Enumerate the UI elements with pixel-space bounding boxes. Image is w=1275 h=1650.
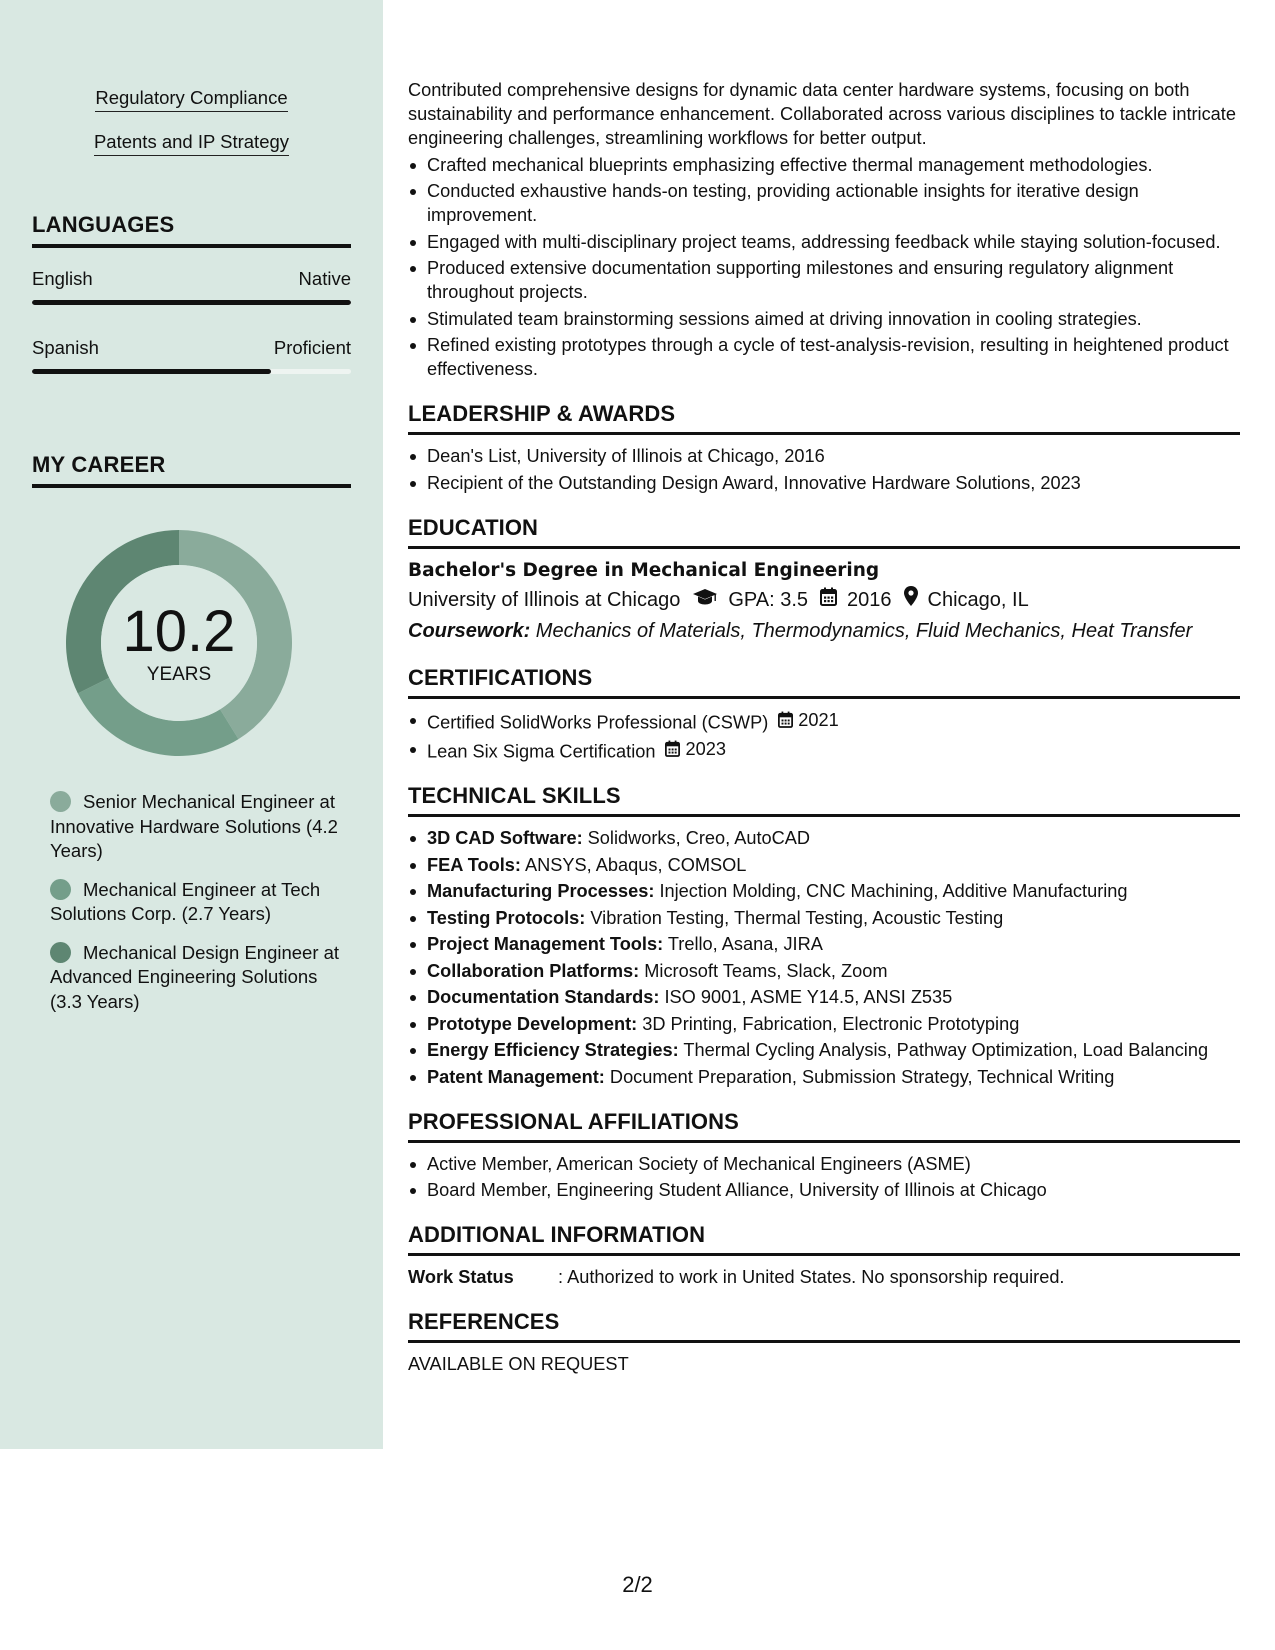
section-heading-additional-info: ADDITIONAL INFORMATION [408, 1222, 1240, 1256]
language-name: English [32, 268, 93, 289]
skill-value: Thermal Cycling Analysis, Pathway Optimization, Load Balancing [678, 1040, 1209, 1060]
career-legend-item [50, 941, 340, 1015]
language-name: Spanish [32, 337, 99, 358]
skill-tag: Patents and IP Strategy [94, 130, 289, 156]
school-location: Chicago, IL [927, 588, 1029, 611]
career-legend-item [50, 878, 340, 927]
list-item: Produced extensive documentation supporting milestones and ensuring regulatory alignment throughout projects. [408, 256, 1240, 304]
skill-tag: Regulatory Compliance [95, 86, 287, 112]
list-item: Crafted mechanical blueprints emphasizing effective thermal management methodologies. [408, 153, 1240, 177]
section-heading-references: REFERENCES [408, 1309, 1240, 1343]
list-item [408, 1065, 1240, 1089]
calendar-icon [820, 586, 837, 614]
list-item: Stimulated team brainstorming sessions aimed at driving innovation in cooling strategies. [408, 307, 1240, 331]
calendar-icon [778, 711, 793, 728]
sidebar-skill-list [0, 86, 383, 174]
coursework-label: Coursework: [408, 619, 531, 642]
work-status-row [408, 1265, 1240, 1289]
career-legend-label: Mechanical Design Engineer at Advanced Engineering Solutions (3.3 Years) [50, 941, 340, 1012]
section-heading-certifications: CERTIFICATIONS [408, 665, 1240, 699]
page-number: 2/2 [622, 1572, 653, 1597]
leadership-list [408, 444, 1240, 495]
language-row [32, 337, 351, 374]
skill-label: Collaboration Platforms: [427, 960, 640, 981]
list-item [408, 906, 1240, 930]
list-item [408, 932, 1240, 956]
certification-year: 2021 [798, 709, 839, 730]
list-item: Active Member, American Society of Mechanical Engineers (ASME) [408, 1152, 1240, 1176]
skill-value: ANSYS, Abaqus, COMSOL [520, 854, 747, 875]
skill-label: Project Management Tools: [427, 934, 664, 954]
list-item: Board Member, Engineering Student Alliance, University of Illinois at Chicago [408, 1178, 1240, 1202]
skill-label: Energy Efficiency Strategies: [427, 1040, 679, 1060]
list-item [408, 879, 1240, 903]
certifications-list [408, 708, 1240, 764]
certification-name: Lean Six Sigma Certification [427, 741, 656, 761]
career-legend-label: Mechanical Engineer at Tech Solutions Corp. (2.7 Years) [50, 878, 321, 924]
skill-value: Solidworks, Creo, AutoCAD [582, 828, 811, 848]
section-heading-leadership: LEADERSHIP & AWARDS [408, 401, 1240, 435]
work-status-value: : Authorized to work in United States. No sponsorship required. [558, 1267, 1065, 1287]
skill-label: FEA Tools: [427, 854, 521, 875]
certification-name: Certified SolidWorks Professional (CSWP) [427, 712, 769, 732]
school-name: University of Illinois at Chicago [408, 588, 681, 611]
coursework-list: Mechanics of Materials, Thermodynamics, Fluid Mechanics, Heat Transfer [530, 619, 1193, 642]
list-item [408, 959, 1240, 983]
legend-dot-icon [50, 942, 71, 963]
calendar-icon [665, 740, 680, 757]
language-level: Proficient [273, 337, 351, 358]
sidebar [0, 0, 383, 1449]
language-row [32, 268, 351, 305]
list-item [408, 853, 1240, 877]
career-total-unit: YEARS [146, 664, 212, 685]
list-item [408, 1012, 1240, 1036]
main-content [408, 78, 1240, 1376]
language-bar [32, 300, 351, 305]
list-item [408, 985, 1240, 1009]
list-item [408, 1038, 1240, 1062]
affiliations-list [408, 1152, 1240, 1203]
career-donut-center [66, 530, 292, 756]
languages-heading: LANGUAGES [32, 212, 351, 248]
skill-label: Manufacturing Processes: [427, 881, 655, 901]
career-legend-label: Senior Mechanical Engineer at Innovative Hardware Solutions (4.2 Years) [50, 791, 338, 861]
language-bar-fill [32, 300, 351, 305]
education-meta [408, 586, 1240, 614]
degree-title: Bachelor's Degree in Mechanical Engineering [408, 559, 880, 581]
skill-value: Microsoft Teams, Slack, Zoom [639, 960, 888, 981]
language-bar-fill [32, 369, 271, 374]
language-level: Native [298, 268, 351, 289]
graduation-cap-icon [692, 586, 718, 614]
list-item: Conducted exhaustive hands-on testing, providing actionable insights for iterative design improvement. [408, 179, 1240, 227]
technical-skills-list [408, 826, 1240, 1089]
section-heading-technical-skills: TECHNICAL SKILLS [408, 783, 1240, 817]
list-item: Dean's List, University of Illinois at Chicago, 2016 [408, 444, 1240, 468]
list-item [408, 737, 1240, 764]
list-item: Refined existing prototypes through a cycle of test-analysis-revision, resulting in heightened product effectiveness. [408, 333, 1240, 381]
career-heading: MY CAREER [32, 452, 351, 488]
skill-value: Trello, Asana, JIRA [663, 934, 823, 954]
career-legend-item [50, 790, 340, 864]
skill-value: ISO 9001, ASME Y14.5, ANSI Z535 [659, 987, 953, 1007]
list-item: Recipient of the Outstanding Design Award, Innovative Hardware Solutions, 2023 [408, 471, 1240, 495]
career-legend [50, 790, 340, 1028]
experience-bullets [408, 153, 1240, 382]
location-pin-icon [904, 586, 918, 614]
coursework [408, 617, 1240, 645]
skill-label: Testing Protocols: [427, 907, 586, 928]
skill-value: Injection Molding, CNC Machining, Additive Manufacturing [654, 881, 1128, 901]
gpa-value: GPA: 3.5 [728, 588, 809, 611]
skill-label: 3D CAD Software: [427, 828, 583, 848]
skill-value: 3D Printing, Fabrication, Electronic Prototyping [637, 1013, 1020, 1034]
legend-dot-icon [50, 791, 71, 812]
list-item: Engaged with multi-disciplinary project teams, addressing feedback while staying solution-focused. [408, 230, 1240, 254]
language-bar [32, 369, 351, 374]
work-status-label: Work Status [408, 1267, 514, 1287]
section-heading-education: EDUCATION [408, 515, 1240, 549]
skill-value: Document Preparation, Submission Strategy, Technical Writing [604, 1066, 1115, 1087]
legend-dot-icon [50, 879, 71, 900]
skill-value: Vibration Testing, Thermal Testing, Acoustic Testing [585, 907, 1004, 928]
references-text: AVAILABLE ON REQUEST [408, 1354, 629, 1374]
experience-summary: Contributed comprehensive designs for dynamic data center hardware systems, focusing on both sustainability and performance enhancement. Collaborated across various disciplines to tackle intricate engineering challenges, streamlining workflows for better output. [408, 80, 1236, 148]
list-item [408, 826, 1240, 850]
list-item [408, 708, 1240, 735]
skill-label: Documentation Standards: [427, 987, 660, 1007]
skill-label: Patent Management: [427, 1066, 605, 1087]
section-heading-affiliations: PROFESSIONAL AFFILIATIONS [408, 1109, 1240, 1143]
certification-year: 2023 [685, 738, 726, 759]
career-total-years: 10.2 [122, 599, 236, 664]
skill-label: Prototype Development: [427, 1013, 638, 1034]
graduation-year: 2016 [847, 588, 892, 611]
